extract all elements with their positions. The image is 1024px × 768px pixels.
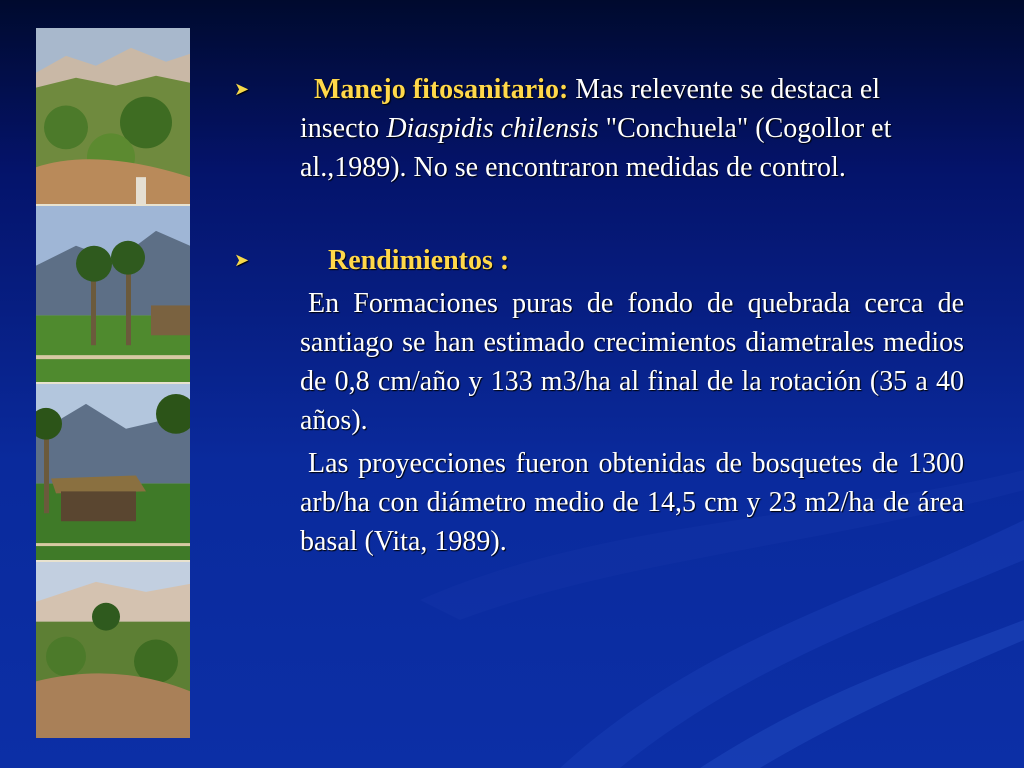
landscape-photo-mountain-shrubs	[36, 28, 190, 206]
landscape-photo-palms	[36, 206, 190, 384]
landscape-photo-hut	[36, 384, 190, 562]
paragraph-rendimientos-1: En Formaciones puras de fondo de quebrada cerca de santiago se han estimado crecimientos diametrales medios de 0,8 cm/año y 133 m3/ha al final de la rotación (35 a 40 años).	[300, 288, 964, 436]
heading-rendimientos: Rendimientos :	[328, 245, 510, 276]
spacer	[226, 187, 964, 241]
landscape-photo-hillside	[36, 562, 190, 738]
arrow-bullet-icon: ➤	[234, 79, 250, 99]
bullet-text: Mas relevente se destaca el insecto	[300, 74, 881, 144]
photo-strip	[36, 28, 190, 738]
slide-content	[226, 70, 964, 561]
bullet-rendimientos	[226, 241, 964, 280]
arrow-bullet-icon: ➤	[234, 250, 250, 270]
heading-manejo-fitosanitario: Manejo fitosanitario:	[314, 74, 569, 105]
bullet-body	[300, 241, 964, 280]
bullet-manejo-fitosanitario	[226, 70, 964, 187]
bullet-text-continued: "Conchuela" (Cogollor et al.,1989). No se encontraron medidas de control.	[300, 113, 892, 183]
species-name: Diaspidis chilensis	[386, 113, 599, 144]
bullet-body	[300, 70, 964, 187]
paragraph-rendimientos-2: Las proyecciones fueron obtenidas de bosquetes de 1300 arb/ha con diámetro medio de 14,5 cm y 23 m2/ha de área basal (Vita, 1989).	[300, 448, 964, 557]
